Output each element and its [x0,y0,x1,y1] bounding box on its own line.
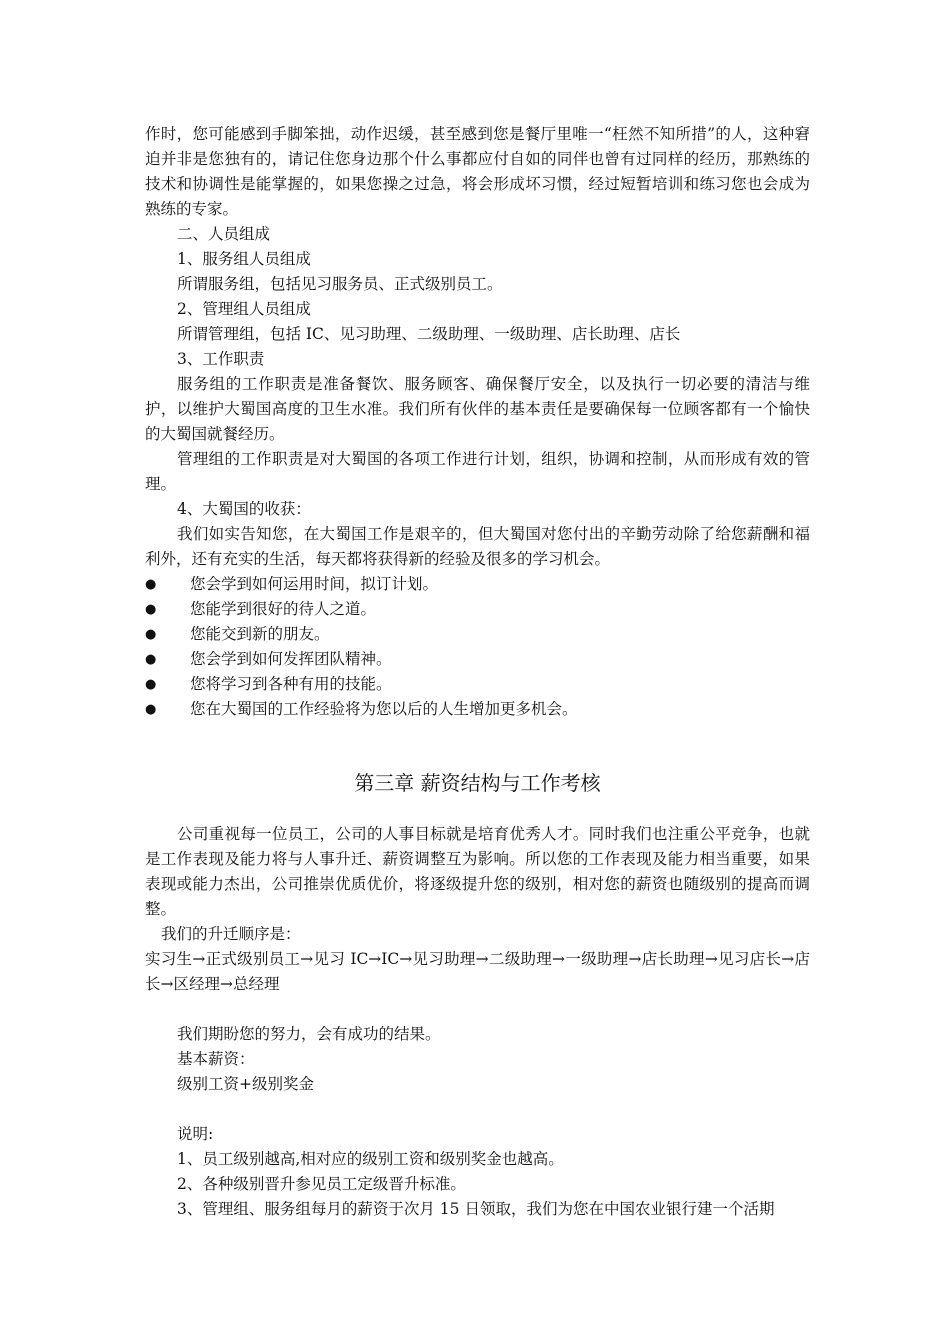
list-item-text: 您能学到很好的待人之道。 [190,600,377,618]
note-item: 2、各种级别晋升参见员工定级晋升标准。 [177,1175,466,1193]
bullet-icon: ● [145,602,157,617]
list-item [145,622,810,647]
bullet-icon: ● [145,577,157,592]
promotion-path: 实习生→正式级别员工→见习 IC→IC→见习助理→二级助理→一级助理→店长助理→见习店长→店长→区经理→总经理 [145,950,810,993]
duties-paragraph-management: 管理组的工作职责是对大蜀国的各项工作进行计划，组织，协调和控制，从而形成有效的管理。 [145,450,810,493]
promotion-label: 我们的升迁顺序是： [161,925,301,943]
list-item [145,697,810,722]
list-item [145,647,810,672]
bullet-icon: ● [145,627,157,642]
document-page [145,122,810,1222]
list-item [145,672,810,697]
note-item: 1、员工级别越高,相对应的级别工资和级别奖金也越高。 [177,1150,564,1168]
list-item [145,597,810,622]
bullet-icon: ● [145,677,157,692]
bullet-icon: ● [145,702,157,717]
chapter-intro-paragraph: 公司重视每一位员工，公司的人事目标就是培育优秀人才。同时我们也注重公平竞争，也就是工作表现及能力将与人事升迁、薪资调整互为影响。所以您的工作表现及能力相当重要，如果表现或能力杰出，公司推崇优质优价，将逐级提升您的级别，相对您的薪资也随级别的提高而调整。 [145,825,810,918]
subsection-management-team-text: 所谓管理组，包括 IC、见习助理、二级助理、一级助理、店长助理、店长 [177,325,681,343]
chapter-heading: 第三章 薪资结构与工作考核 [354,771,601,795]
subsection-service-team-title: 1、服务组人员组成 [177,250,311,268]
list-item-text: 您会学到如何发挥团队精神。 [190,650,392,668]
bullet-icon: ● [145,652,157,667]
list-item-text: 您在大蜀国的工作经验将为您以后的人生增加更多机会。 [190,700,578,718]
subsection-management-team-title: 2、管理组人员组成 [177,300,311,318]
basic-salary-label: 基本薪资： [177,1050,255,1068]
subsection-service-team-text: 所谓服务组，包括见习服务员、正式级别员工。 [177,275,503,293]
spacer [145,997,810,1022]
spacer [145,1097,810,1122]
gains-paragraph: 我们如实告知您，在大蜀国工作是艰辛的，但大蜀国对您付出的辛勤劳动除了给您薪酬和福利外，还有充实的生活，每天都将获得新的经验及很多的学习机会。 [145,525,810,568]
notes-label: 说明: [177,1125,214,1143]
subsection-gains-title: 4、大蜀国的收获： [177,500,311,518]
gains-bullet-list [145,572,810,722]
duties-paragraph-service: 服务组的工作职责是准备餐饮、服务顾客、确保餐厅安全，以及执行一切必要的清洁与维护，以维护大蜀国高度的卫生水准。我们所有伙伴的基本责任是要确保每一位顾客都有一个愉快的大蜀国就餐经历。 [145,375,810,443]
list-item-text: 您能交到新的朋友。 [190,625,330,643]
section-heading-personnel: 二、人员组成 [177,225,271,243]
basic-salary-formula: 级别工资+级别奖金 [177,1075,314,1093]
list-item-text: 您将学习到各种有用的技能。 [190,675,392,693]
expectation-text: 我们期盼您的努力，会有成功的结果。 [177,1025,441,1043]
note-item: 3、管理组、服务组每月的薪资于次月 15 日领取，我们为您在中国农业银行建一个活期 [177,1200,775,1218]
intro-paragraph: 作时，您可能感到手脚笨拙，动作迟缓，甚至感到您是餐厅里唯一“枉然不知所措”的人，这种窘迫并非是您独有的，请记住您身边那个什么事都应付自如的同伴也曾有过同样的经历，那熟练的技术和协调性是能掌握的，如果您操之过急，将会形成坏习惯，经过短暂培训和练习您也会成为熟练的专家。 [145,125,810,218]
subsection-duties-title: 3、工作职责 [177,350,265,368]
list-item [145,572,810,597]
list-item-text: 您会学到如何运用时间，拟订计划。 [190,575,439,593]
